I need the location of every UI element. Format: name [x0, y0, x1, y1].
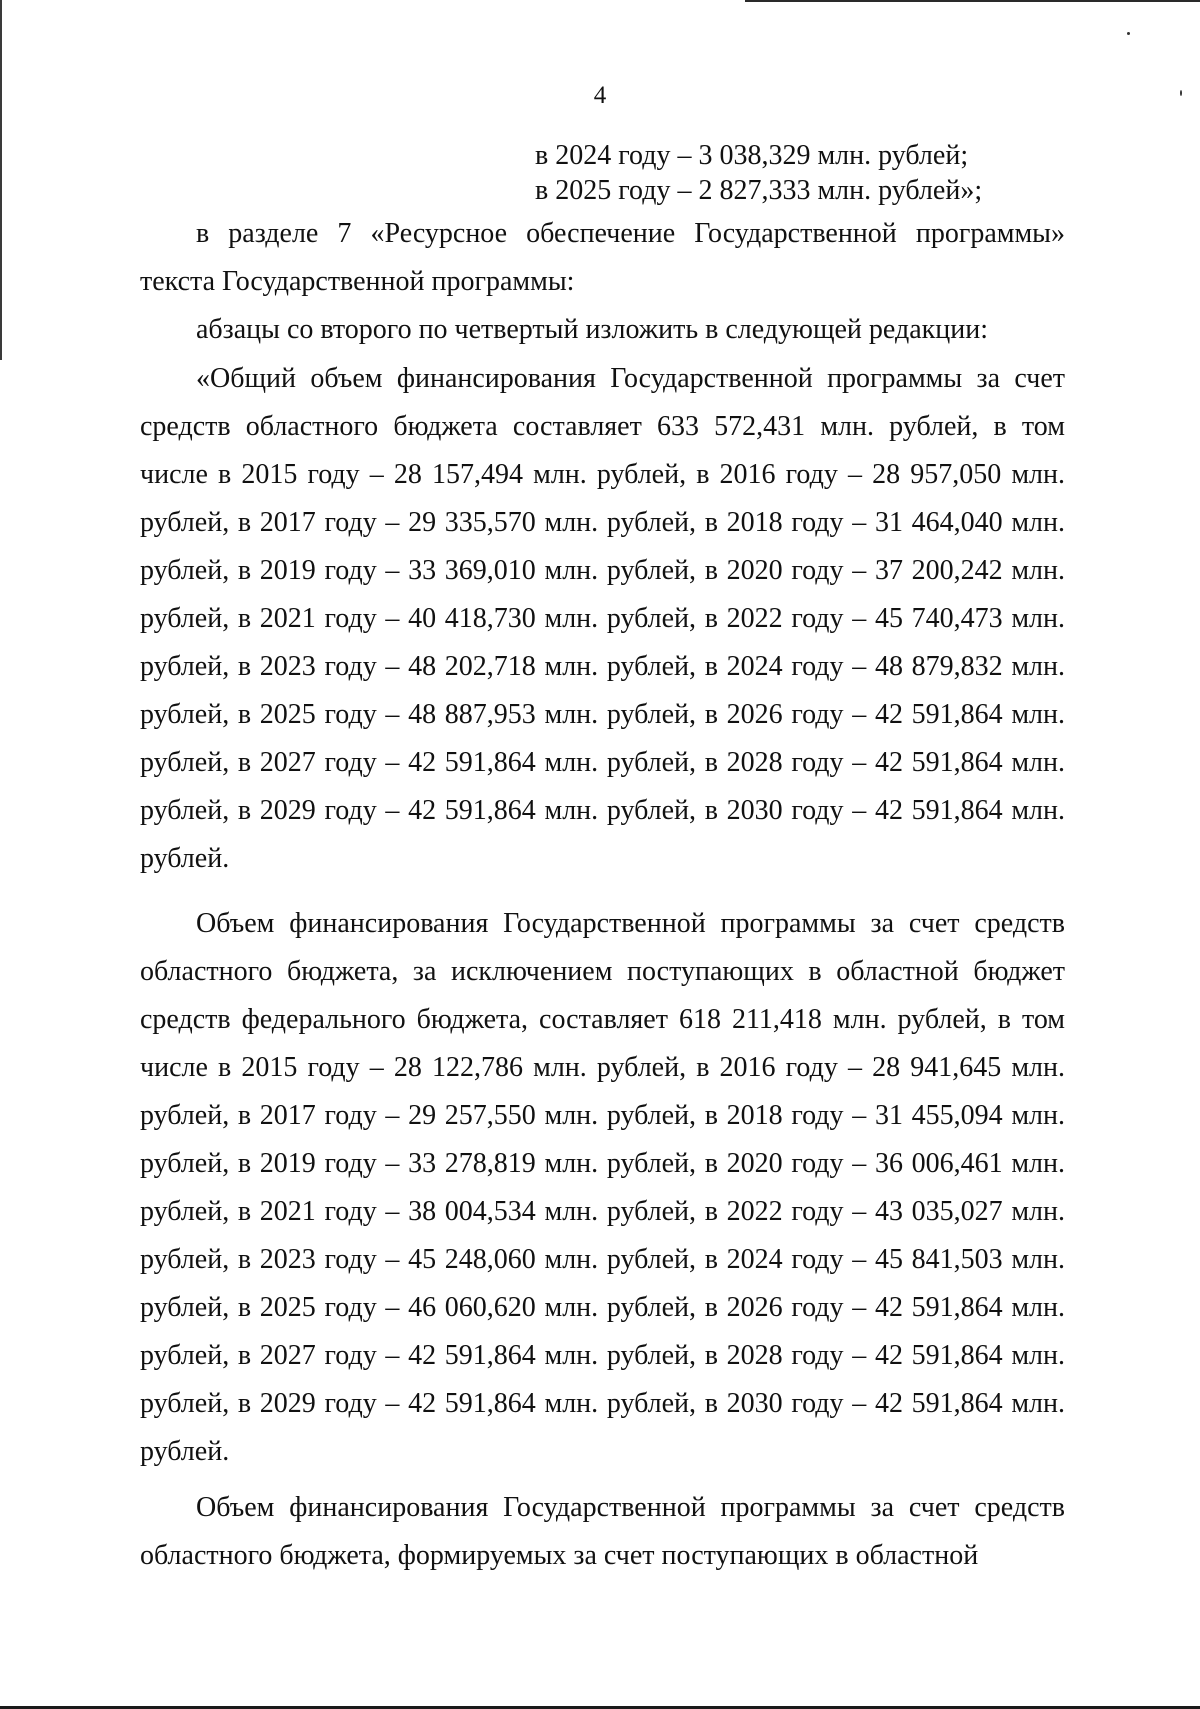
- scan-speck: [1127, 32, 1130, 35]
- scan-edge-top: [745, 0, 1200, 2]
- regional-budget-paragraph: Объем финансирования Государственной программы за счет средств областного бюджета, за исключением поступающих в областной бюджет средств федерального бюджета, составляет 618 211,418 млн. рублей, в том числе в 2015 году – 28 122,786 млн. рублей, в 2016 году – 28 941,645 млн. рублей, в 2017 году – 29 257,550 млн. рублей, в 2018 году – 31 455,094 млн. рублей, в 2019 году – 33 278,819 млн. рублей, в 2020 году – 36 006,461 млн. рублей, в 2021 году – 38 004,534 млн. рублей, в 2022 году – 43 035,027 млн. рублей, в 2023 году – 45 248,060 млн. рублей, в 2024 году – 45 841,503 млн. рублей, в 2025 году – 46 060,620 млн. рублей, в 2026 году – 42 591,864 млн. рублей, в 2027 году – 42 591,864 млн. рублей, в 2028 году – 42 591,864 млн. рублей, в 2029 году – 42 591,864 млн. рублей, в 2030 году – 42 591,864 млн. рублей.: [140, 908, 1065, 1467]
- federal-transfer-paragraph: Объем финансирования Государственной программы за счет средств областного бюджета, формируемых за счет поступающих в областной: [140, 1492, 1065, 1571]
- continuation-line-2024: в 2024 году – 3 038,329 млн. рублей;: [535, 140, 969, 171]
- section-7-paragraph: в разделе 7 «Ресурсное обеспечение Государственной программы» текста Государственной программы:: [140, 218, 1065, 297]
- page-number: 4: [593, 82, 607, 109]
- instruction-paragraph: абзацы со второго по четвертый изложить в следующей редакции:: [196, 314, 988, 345]
- total-financing-paragraph: «Общий объем финансирования Государственной программы за счет средств областного бюджета составляет 633 572,431 млн. рублей, в том числе в 2015 году – 28 157,494 млн. рублей, в 2016 году – 28 957,050 млн. рублей, в 2017 году – 29 335,570 млн. рублей, в 2018 году – 31 464,040 млн. рублей, в 2019 году – 33 369,010 млн. рублей, в 2020 году – 37 200,242 млн. рублей, в 2021 году – 40 418,730 млн. рублей, в 2022 году – 45 740,473 млн. рублей, в 2023 году – 48 202,718 млн. рублей, в 2024 году – 48 879,832 млн. рублей, в 2025 году – 48 887,953 млн. рублей, в 2026 году – 42 591,864 млн. рублей, в 2027 году – 42 591,864 млн. рублей, в 2028 году – 42 591,864 млн. рублей, в 2029 году – 42 591,864 млн. рублей, в 2030 году – 42 591,864 млн. рублей.: [140, 363, 1065, 874]
- continuation-line-2025: в 2025 году – 2 827,333 млн. рублей»;: [535, 175, 983, 206]
- scan-edge-left: [0, 0, 2, 360]
